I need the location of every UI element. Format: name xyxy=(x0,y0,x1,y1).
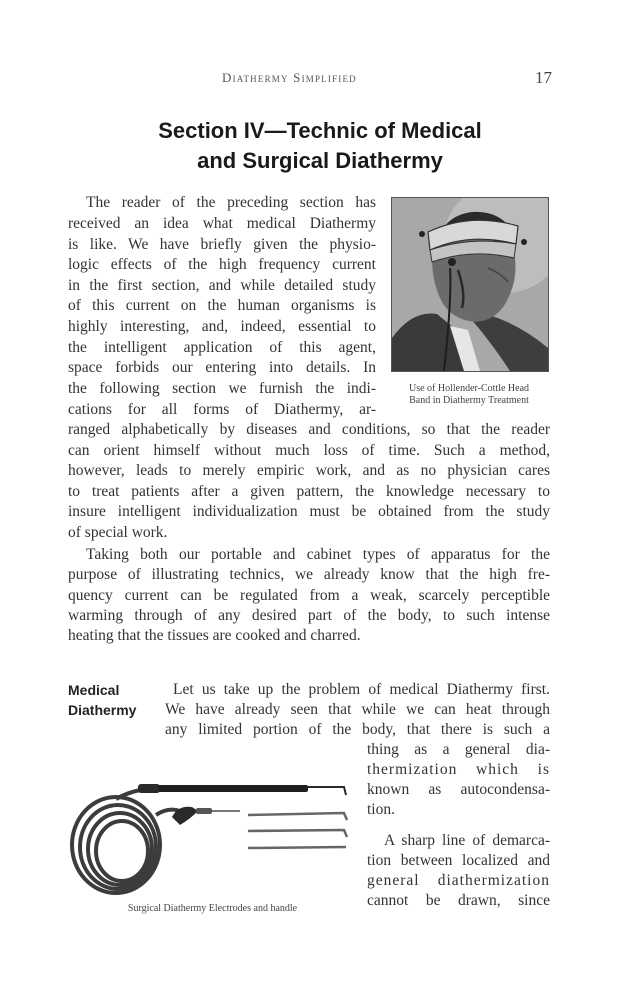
p3-line-4: thing as a general dia- xyxy=(367,741,550,758)
p3-line-1: Let us take up the problem of medical Diathermy first. xyxy=(173,681,550,698)
side-heading-line-1: Medical xyxy=(68,682,120,698)
p4-line-4: cannot be drawn, since xyxy=(367,892,550,909)
p1-line-11: cations for all forms of Diathermy, ar- xyxy=(68,401,376,418)
p1-line-7: highly interesting, and, indeed, essential to xyxy=(68,318,376,335)
photo-caption-line-1: Use of Hollender-Cottle Head xyxy=(408,383,530,394)
p1-line-14: however, leads to merely empiric work, and as no physician cares xyxy=(68,462,550,479)
p3-line-5: thermization which is xyxy=(367,761,550,778)
p3-line-3: any limited portion of the body, that there is such a xyxy=(165,721,550,738)
p1-line-4: logic effects of the high frequency current xyxy=(68,256,376,273)
head-band-photo xyxy=(391,197,549,372)
side-heading xyxy=(68,680,153,720)
photo-caption xyxy=(383,383,555,406)
section-title-line-2: and Surgical Diathermy xyxy=(197,148,443,173)
p1-line-15: to treat patients after a given pattern, the knowledge necessary to xyxy=(68,483,550,500)
p4-line-2: tion between localized and xyxy=(367,852,550,869)
p3-line-7: tion. xyxy=(367,801,395,818)
p3-line-2: We have already seen that while we can heat through xyxy=(165,701,550,718)
section-title-line-1: Section IV—Technic of Medical xyxy=(158,118,482,143)
p3-line-6: known as autocondensa- xyxy=(367,781,550,798)
page-number: 17 xyxy=(535,68,552,87)
p2-line-5: heating that the tissues are cooked and charred. xyxy=(68,627,361,644)
p1-line-2: received an idea what medical Diathermy xyxy=(68,215,376,232)
p1-line-10: the following section we furnish the indi- xyxy=(68,380,376,397)
photo-caption-line-2: Band in Diathermy Treatment xyxy=(409,394,529,406)
electrode-illustration xyxy=(68,775,353,905)
head-band-illustration xyxy=(392,198,548,371)
section-title xyxy=(60,116,580,176)
p2-line-1: Taking both our portable and cabinet types of apparatus for the xyxy=(86,546,550,563)
p2-line-4: warming through of any desired part of the body, to such intense xyxy=(68,607,550,624)
p2-line-2: purpose of illustrating technics, we already know that the high fre- xyxy=(68,566,550,583)
electrode-caption: Surgical Diathermy Electrodes and handle xyxy=(127,903,298,914)
p1-line-17: of special work. xyxy=(68,524,168,541)
running-head: Diathermy Simplified xyxy=(222,70,357,85)
p1-line-1: The reader of the preceding section has xyxy=(86,194,376,211)
p1-line-3: is like. We have briefly given the physio- xyxy=(68,236,376,253)
p1-line-16: insure intelligent individualization must be obtained from the study xyxy=(68,503,550,520)
p4-line-1: A sharp line of demarca- xyxy=(384,832,550,849)
p1-line-8: the intelligent application of this agent, xyxy=(68,339,376,356)
p2-line-3: quency current can be regulated from a weak, scarcely perceptible xyxy=(68,587,550,604)
side-heading-line-2: Diathermy xyxy=(68,702,137,718)
p1-line-13: can orient himself without much loss of time. Such a method, xyxy=(68,442,550,459)
p4-line-3: general diathermization xyxy=(367,872,550,889)
electrode-figure xyxy=(68,775,353,905)
p1-line-5: in the first section, and while detailed study xyxy=(68,277,376,294)
p1-line-9: space forbids our entering into details. In xyxy=(68,359,376,376)
p1-line-12: ranged alphabetically by diseases and conditions, so that the reader xyxy=(68,421,550,438)
p1-line-6: of this current on the human organisms is xyxy=(68,297,376,314)
